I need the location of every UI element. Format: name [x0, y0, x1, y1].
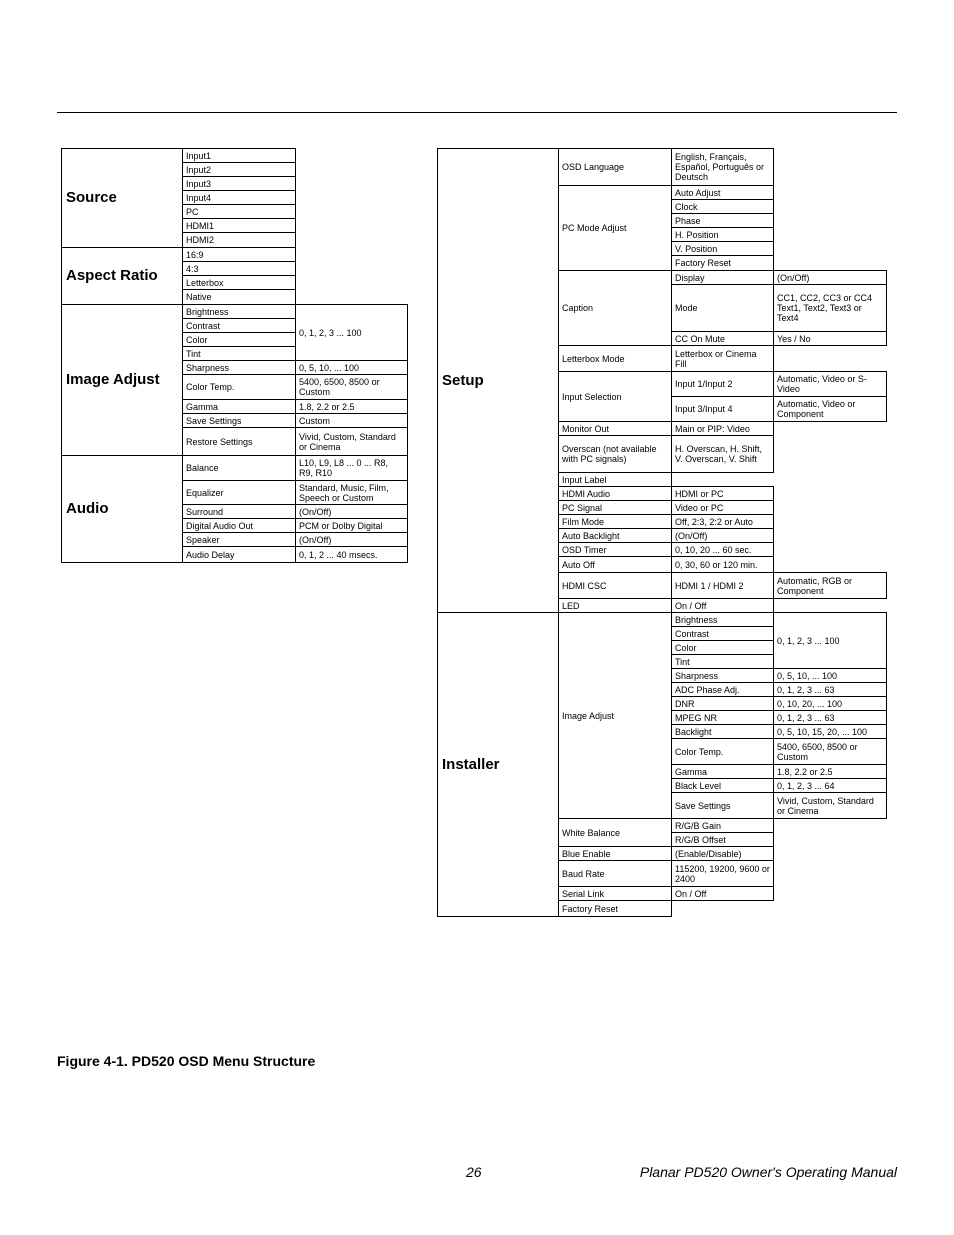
audio-value: PCM or Dolby Digital	[295, 518, 408, 533]
image-adjust-value: Vivid, Custom, Standard or Cinema	[295, 427, 408, 456]
source-item: Input4	[182, 190, 296, 205]
audio-item: Balance	[182, 455, 296, 481]
setup-value: On / Off	[671, 598, 774, 613]
installer-item: Blue Enable	[558, 846, 672, 861]
setup-item: Monitor Out	[558, 421, 672, 436]
setup-value: H. Overscan, H. Shift, V. Overscan, V. Shift	[671, 435, 774, 473]
setup-value: Main or PIP: Video	[671, 421, 774, 436]
installer-sub: MPEG NR	[671, 710, 774, 725]
installer-value: 0, 1, 2, 3 ... 64	[773, 778, 887, 793]
source-item: Input3	[182, 176, 296, 191]
image-adjust-item: Restore Settings	[182, 427, 296, 456]
audio-value: (On/Off)	[295, 504, 408, 519]
setup-value: English, Français, Español, Português or Deutsch	[671, 148, 774, 186]
installer-value: 0, 5, 10, 15, 20, ... 100	[773, 724, 887, 739]
installer-sub: Contrast	[671, 626, 774, 641]
setup-value: Input 3/Input 4	[671, 396, 774, 422]
setup-item: Letterbox Mode	[558, 345, 672, 372]
setup-value: Phase	[671, 213, 774, 228]
setup-value: Mode	[671, 284, 774, 332]
installer-sub: ADC Phase Adj.	[671, 682, 774, 697]
installer-item: Baud Rate	[558, 860, 672, 887]
installer-value: 0, 10, 20, ... 100	[773, 696, 887, 711]
image-adjust-value: 1.8, 2.2 or 2.5	[295, 399, 408, 414]
page-number: 26	[466, 1164, 482, 1180]
source-item: PC	[182, 204, 296, 219]
installer-group-value: 0, 1, 2, 3 ... 100	[773, 612, 887, 669]
setup-value: V. Position	[671, 241, 774, 256]
setup-value: HDMI 1 / HDMI 2	[671, 572, 774, 599]
aspect-item: Letterbox	[182, 275, 296, 290]
menu-installer: Installer	[437, 612, 559, 917]
installer-sub: Color	[671, 640, 774, 655]
aspect-item: 4:3	[182, 261, 296, 276]
setup-value: 0, 10, 20 ... 60 sec.	[671, 542, 774, 557]
setup-item: PC Mode Adjust	[558, 185, 672, 271]
audio-value: (On/Off)	[295, 532, 408, 547]
setup-value: Auto Adjust	[671, 185, 774, 200]
installer-item: Serial Link	[558, 886, 672, 901]
menu-source: Source	[61, 148, 183, 248]
installer-item: Factory Reset	[558, 900, 672, 917]
setup-value: (On/Off)	[773, 270, 887, 285]
image-adjust-item: Sharpness	[182, 360, 296, 375]
manual-title: Planar PD520 Owner's Operating Manual	[639, 1164, 897, 1180]
audio-item: Digital Audio Out	[182, 518, 296, 533]
audio-value: 0, 1, 2 ... 40 msecs.	[295, 546, 408, 563]
installer-sub: R/G/B Offset	[671, 832, 774, 847]
installer-value: 0, 5, 10, ... 100	[773, 668, 887, 683]
installer-value: 5400, 6500, 8500 or Custom	[773, 738, 887, 765]
menu-aspect-ratio: Aspect Ratio	[61, 247, 183, 305]
audio-item: Audio Delay	[182, 546, 296, 563]
setup-value: Display	[671, 270, 774, 285]
image-adjust-value: 5400, 6500, 8500 or Custom	[295, 374, 408, 400]
installer-sub: Save Settings	[671, 792, 774, 819]
setup-value: Clock	[671, 199, 774, 214]
setup-value: Automatic, Video or Component	[773, 396, 887, 422]
installer-value: 115200, 19200, 9600 or 2400	[671, 860, 774, 887]
image-adjust-item: Color Temp.	[182, 374, 296, 400]
setup-item: HDMI Audio	[558, 486, 672, 501]
installer-sub: Brightness	[671, 612, 774, 627]
setup-item: Auto Backlight	[558, 528, 672, 543]
audio-item: Equalizer	[182, 480, 296, 505]
image-adjust-value: Custom	[295, 413, 408, 428]
image-adjust-item: Contrast	[182, 318, 296, 333]
setup-value: Automatic, RGB or Component	[773, 572, 887, 599]
installer-value: On / Off	[671, 886, 774, 901]
setup-item: OSD Language	[558, 148, 672, 186]
setup-item: Input Label	[558, 472, 672, 487]
image-adjust-item: Tint	[182, 346, 296, 361]
image-adjust-item: Brightness	[182, 304, 296, 319]
image-adjust-item: Color	[182, 332, 296, 347]
source-item: Input2	[182, 162, 296, 177]
source-item: Input1	[182, 148, 296, 163]
setup-value: H. Position	[671, 227, 774, 242]
installer-sub: DNR	[671, 696, 774, 711]
installer-sub: Gamma	[671, 764, 774, 779]
setup-item: Input Selection	[558, 371, 672, 422]
source-item: HDMI1	[182, 218, 296, 233]
setup-value: Video or PC	[671, 500, 774, 515]
installer-sub: Tint	[671, 654, 774, 669]
setup-value: HDMI or PC	[671, 486, 774, 501]
installer-value: 0, 1, 2, 3 ... 63	[773, 682, 887, 697]
setup-value: Yes / No	[773, 331, 887, 346]
menu-setup: Setup	[437, 148, 559, 613]
setup-value: CC1, CC2, CC3 or CC4 Text1, Text2, Text3 or Text4	[773, 284, 887, 332]
setup-value: (On/Off)	[671, 528, 774, 543]
setup-item: OSD Timer	[558, 542, 672, 557]
aspect-item: 16:9	[182, 247, 296, 262]
setup-item: Overscan (not available with PC signals)	[558, 435, 672, 473]
installer-sub: Backlight	[671, 724, 774, 739]
audio-item: Surround	[182, 504, 296, 519]
figure-caption: Figure 4-1. PD520 OSD Menu Structure	[57, 1053, 316, 1069]
menu-image-adjust: Image Adjust	[61, 304, 183, 456]
image-adjust-item: Gamma	[182, 399, 296, 414]
installer-sub: R/G/B Gain	[671, 818, 774, 833]
audio-value: L10, L9, L8 ... 0 ... R8, R9, R10	[295, 455, 408, 481]
setup-item: Auto Off	[558, 556, 672, 573]
installer-item: White Balance	[558, 818, 672, 847]
setup-value: CC On Mute	[671, 331, 774, 346]
menu-audio: Audio	[61, 455, 183, 563]
installer-value: 0, 1, 2, 3 ... 63	[773, 710, 887, 725]
installer-sub: Black Level	[671, 778, 774, 793]
setup-value: Factory Reset	[671, 255, 774, 271]
setup-item: Caption	[558, 270, 672, 346]
setup-item: LED	[558, 598, 672, 613]
setup-value: Off, 2:3, 2:2 or Auto	[671, 514, 774, 529]
installer-item: Image Adjust	[558, 612, 672, 819]
setup-value: Input 1/Input 2	[671, 371, 774, 397]
setup-value: Letterbox or Cinema Fill	[671, 345, 774, 372]
source-item: HDMI2	[182, 232, 296, 248]
image-adjust-value: 0, 5, 10, ... 100	[295, 360, 408, 375]
installer-value: Vivid, Custom, Standard or Cinema	[773, 792, 887, 819]
setup-item: Film Mode	[558, 514, 672, 529]
installer-sub: Sharpness	[671, 668, 774, 683]
image-adjust-group-value: 0, 1, 2, 3 ... 100	[295, 304, 408, 361]
installer-sub: Color Temp.	[671, 738, 774, 765]
aspect-item: Native	[182, 289, 296, 305]
image-adjust-item: Save Settings	[182, 413, 296, 428]
setup-item: PC Signal	[558, 500, 672, 515]
setup-value: Automatic, Video or S-Video	[773, 371, 887, 397]
setup-item: HDMI CSC	[558, 572, 672, 599]
setup-value: 0, 30, 60 or 120 min.	[671, 556, 774, 573]
installer-value: 1.8, 2.2 or 2.5	[773, 764, 887, 779]
audio-value: Standard, Music, Film, Speech or Custom	[295, 480, 408, 505]
audio-item: Speaker	[182, 532, 296, 547]
installer-value: (Enable/Disable)	[671, 846, 774, 861]
